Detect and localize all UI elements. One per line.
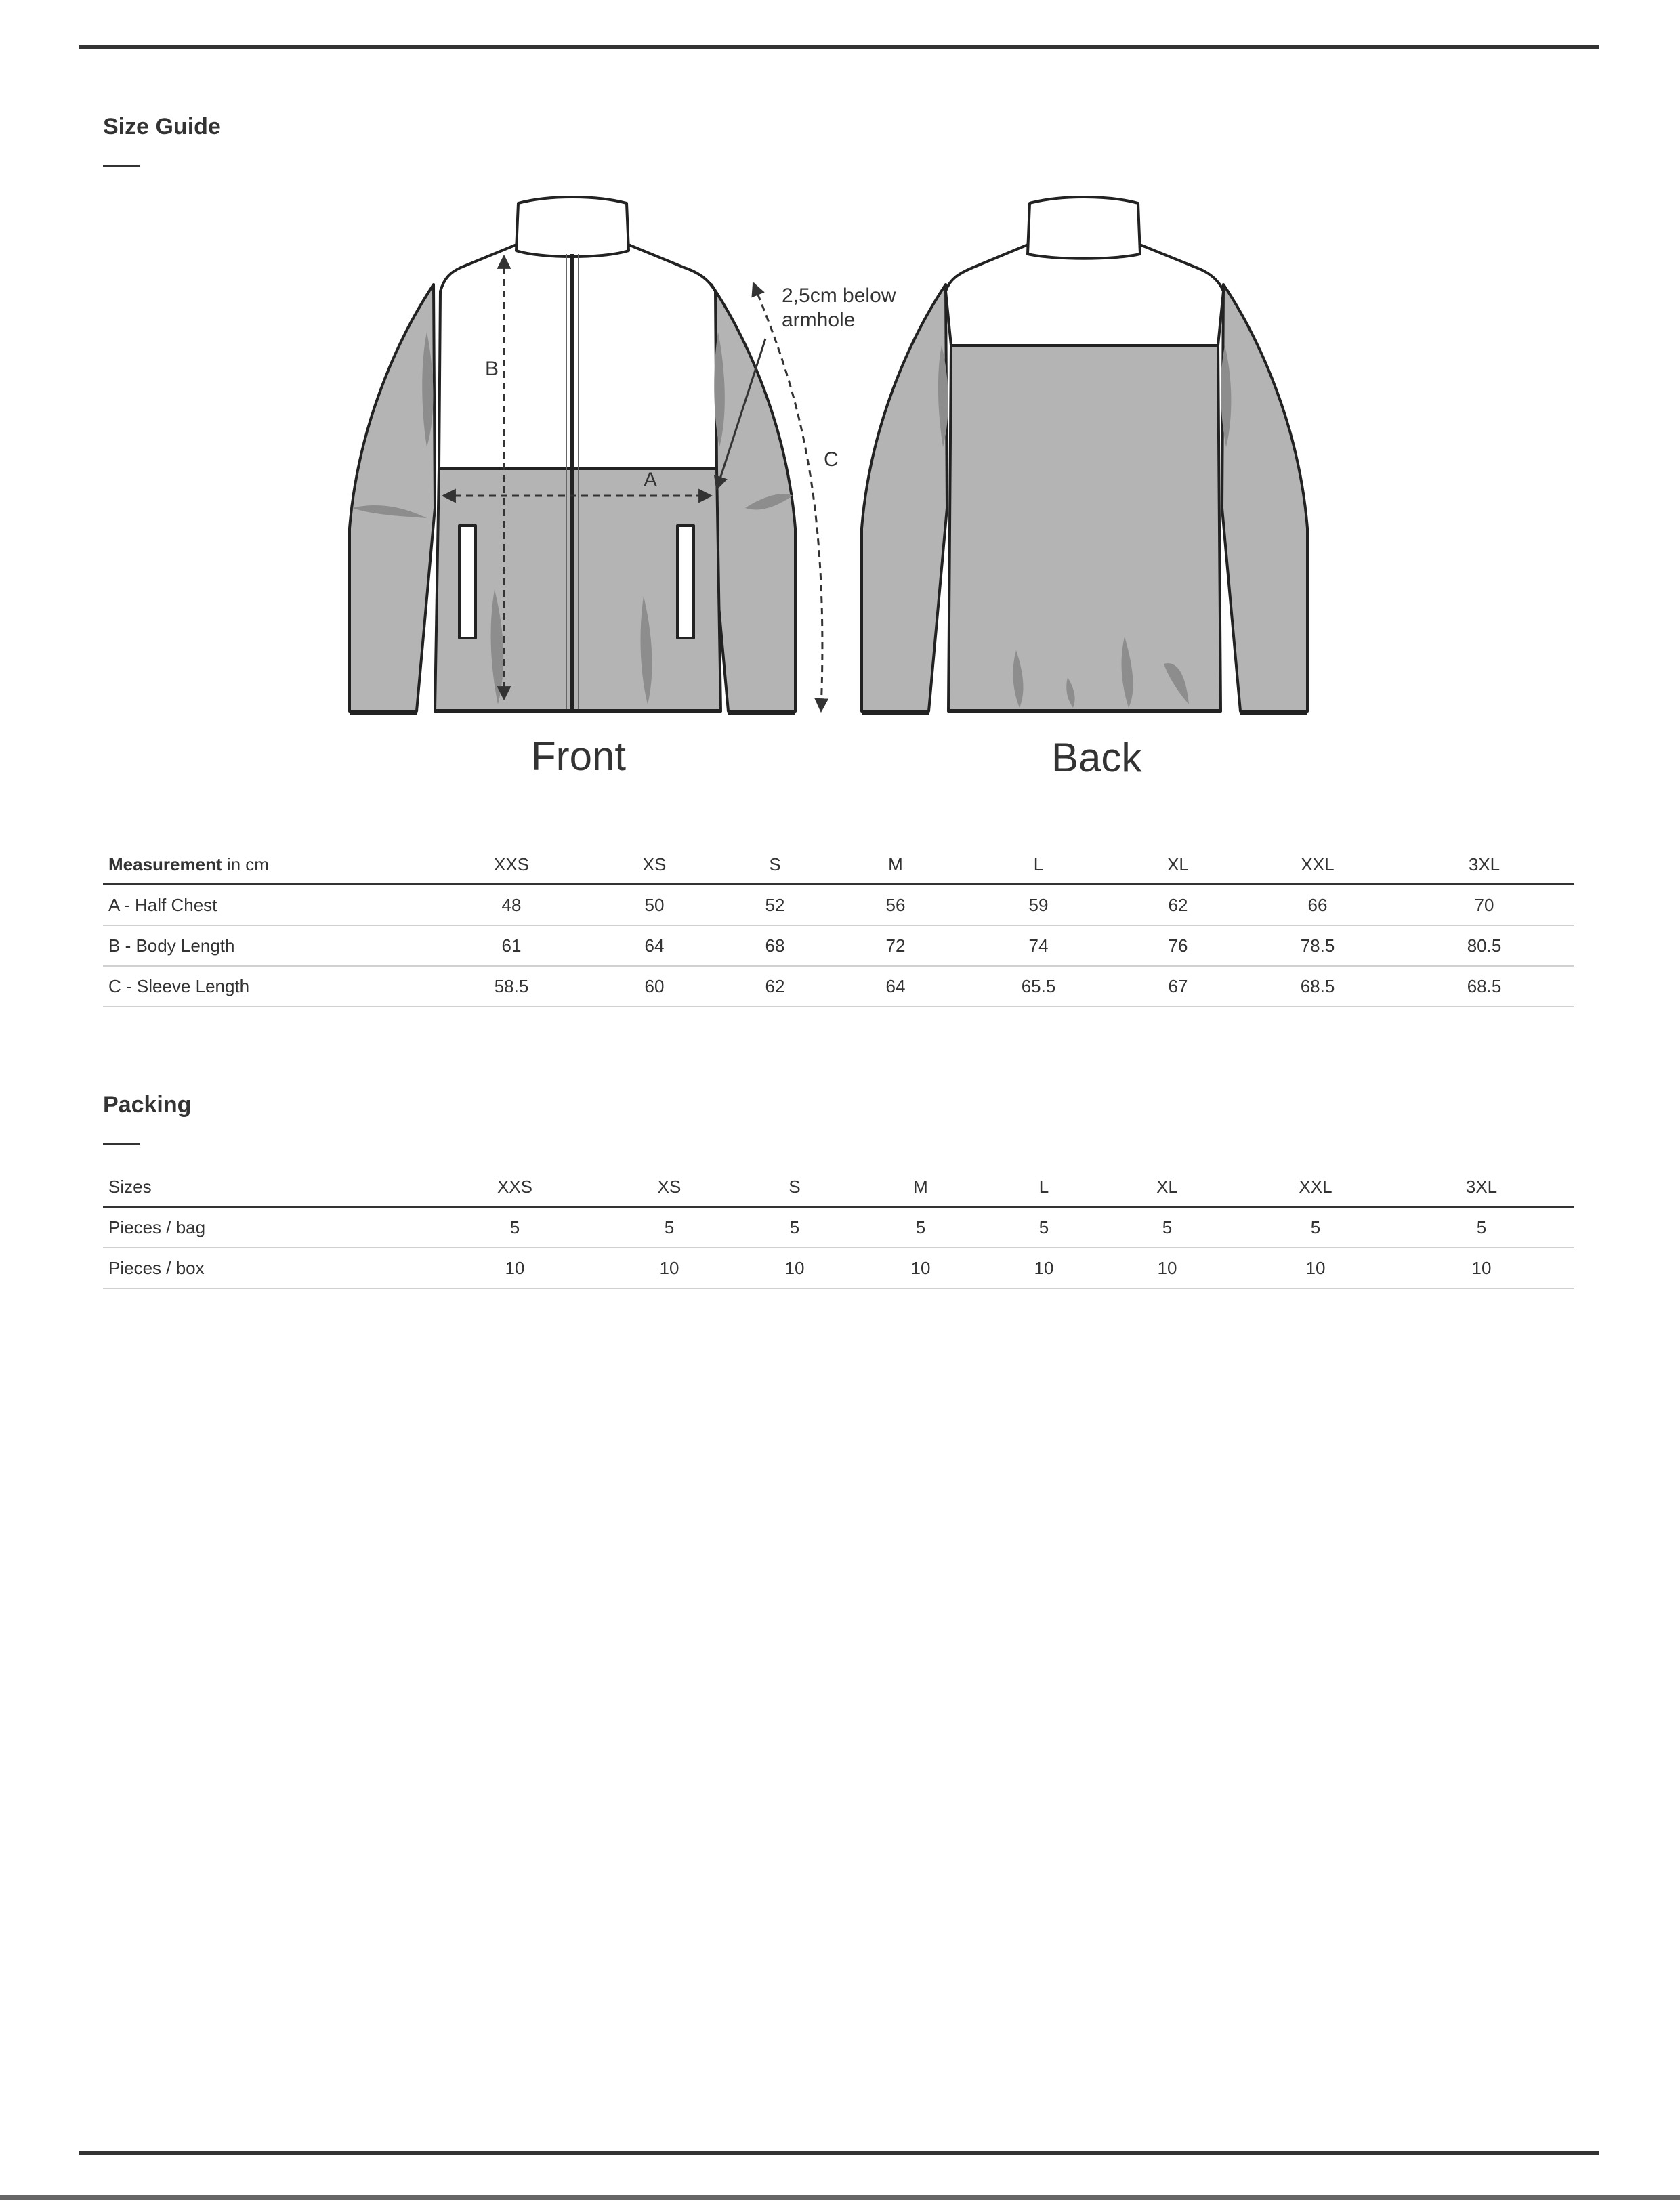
table-cell: 66 — [1241, 885, 1394, 926]
table-cell: 10 — [744, 1248, 845, 1288]
row-label: A - Half Chest — [103, 885, 435, 926]
size-header: S — [721, 845, 829, 885]
size-header: M — [829, 845, 962, 885]
table-header-row — [103, 845, 1574, 885]
size-header: XXL — [1242, 1168, 1389, 1207]
measurement-header — [103, 845, 435, 885]
table-cell: 10 — [1092, 1248, 1242, 1288]
size-header: XXL — [1241, 845, 1394, 885]
front-left-pocket — [459, 526, 476, 638]
back-left-sleeve — [862, 284, 947, 711]
table-row — [103, 885, 1574, 926]
back-collar — [1028, 197, 1140, 259]
table-cell: 10 — [1389, 1248, 1574, 1288]
table-cell: 68 — [721, 925, 829, 966]
table-cell: 78.5 — [1241, 925, 1394, 966]
table-cell: 74 — [962, 925, 1115, 966]
table-cell: 5 — [1389, 1207, 1574, 1248]
table-cell: 5 — [1242, 1207, 1389, 1248]
table-cell: 68.5 — [1394, 966, 1574, 1007]
table-cell: 5 — [435, 1207, 595, 1248]
table-cell: 64 — [829, 966, 962, 1007]
table-cell: 56 — [829, 885, 962, 926]
table-cell: 80.5 — [1394, 925, 1574, 966]
table-row — [103, 1207, 1574, 1248]
packing-title: Packing — [103, 1092, 192, 1118]
table-cell: 70 — [1394, 885, 1574, 926]
back-jacket — [862, 197, 1307, 713]
size-header: 3XL — [1389, 1168, 1574, 1207]
measurement-header-bold: Measurement — [108, 853, 222, 874]
packing-title-dash — [103, 1143, 140, 1145]
table-cell: 76 — [1115, 925, 1241, 966]
size-guide-title-dash — [103, 165, 140, 167]
table-cell: 52 — [721, 885, 829, 926]
table-cell: 50 — [588, 885, 721, 926]
table-header-row — [103, 1168, 1574, 1207]
size-guide-title: Size Guide — [103, 114, 221, 140]
front-view-label: Front — [531, 734, 627, 779]
table-row — [103, 966, 1574, 1007]
table-cell: 60 — [588, 966, 721, 1007]
front-collar — [516, 197, 629, 257]
back-body — [948, 345, 1221, 711]
table-cell: 64 — [588, 925, 721, 966]
front-left-sleeve — [350, 284, 435, 711]
measurement-table — [103, 845, 1574, 1007]
table-cell: 5 — [744, 1207, 845, 1248]
row-label: C - Sleeve Length — [103, 966, 435, 1007]
table-cell: 68.5 — [1241, 966, 1394, 1007]
size-header: 3XL — [1394, 845, 1574, 885]
marker-c: C — [824, 448, 839, 471]
table-cell: 62 — [1115, 885, 1241, 926]
size-header: XL — [1115, 845, 1241, 885]
armhole-note-line2: armhole — [782, 309, 856, 331]
size-header: XXS — [435, 1168, 595, 1207]
sizes-header: Sizes — [103, 1168, 435, 1207]
back-view-label: Back — [1051, 735, 1142, 780]
size-header: XXS — [435, 845, 588, 885]
marker-b: B — [485, 358, 499, 380]
size-header: XS — [588, 845, 721, 885]
row-label: B - Body Length — [103, 925, 435, 966]
marker-a: A — [644, 469, 658, 491]
size-header: S — [744, 1168, 845, 1207]
size-header: XS — [595, 1168, 744, 1207]
armhole-note-line1: 2,5cm below — [782, 284, 896, 307]
bottom-rule — [79, 2151, 1599, 2155]
measurement-header-unit: in cm — [222, 853, 269, 874]
size-header: L — [962, 845, 1115, 885]
table-cell: 5 — [996, 1207, 1092, 1248]
table-cell: 10 — [1242, 1248, 1389, 1288]
table-cell: 5 — [595, 1207, 744, 1248]
table-cell: 10 — [845, 1248, 996, 1288]
size-header: XL — [1092, 1168, 1242, 1207]
table-cell: 10 — [435, 1248, 595, 1288]
table-cell: 65.5 — [962, 966, 1115, 1007]
row-label: Pieces / bag — [103, 1207, 435, 1248]
back-right-sleeve — [1222, 284, 1307, 711]
packing-table — [103, 1168, 1574, 1289]
front-right-pocket — [677, 526, 694, 638]
table-cell: 61 — [435, 925, 588, 966]
size-header: L — [996, 1168, 1092, 1207]
jacket-illustration — [325, 190, 1355, 786]
table-cell: 10 — [996, 1248, 1092, 1288]
row-label: Pieces / box — [103, 1248, 435, 1288]
table-cell: 5 — [845, 1207, 996, 1248]
table-cell: 72 — [829, 925, 962, 966]
table-cell: 5 — [1092, 1207, 1242, 1248]
top-rule — [79, 45, 1599, 49]
table-cell: 10 — [595, 1248, 744, 1288]
table-row — [103, 925, 1574, 966]
table-row — [103, 1248, 1574, 1288]
table-cell: 67 — [1115, 966, 1241, 1007]
table-cell: 59 — [962, 885, 1115, 926]
bottom-edge-strip — [0, 2195, 1680, 2200]
table-cell: 58.5 — [435, 966, 588, 1007]
table-cell: 48 — [435, 885, 588, 926]
size-header: M — [845, 1168, 996, 1207]
table-cell: 62 — [721, 966, 829, 1007]
